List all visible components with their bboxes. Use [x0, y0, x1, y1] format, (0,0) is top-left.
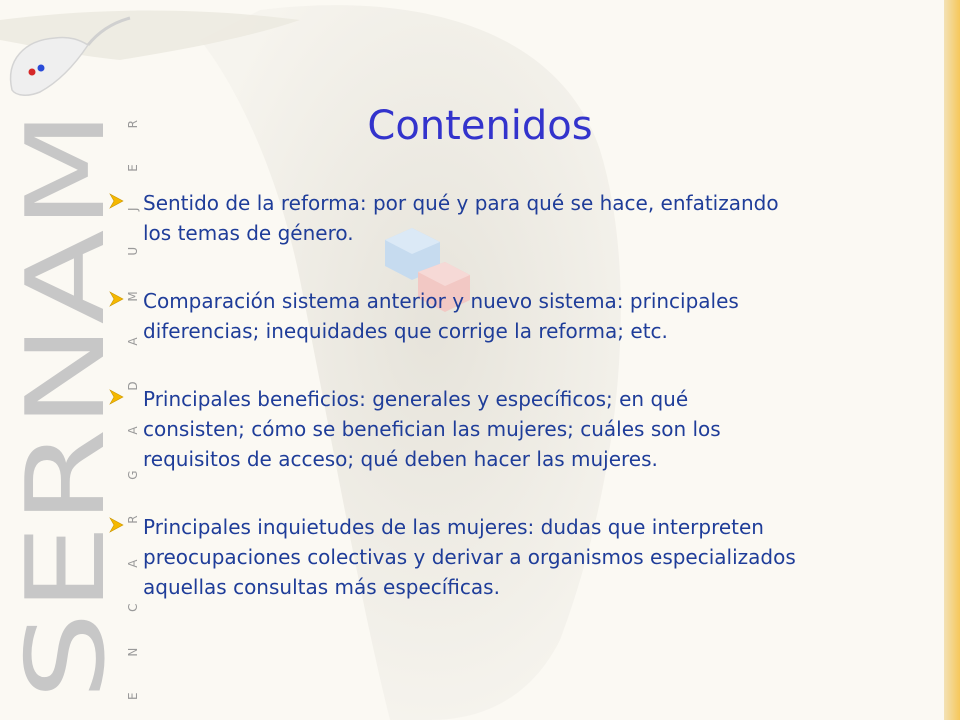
svg-text:SERNAM: SERNAM [4, 240, 129, 700]
bullet-text-line: Sentido de la reforma: por qué y para qué se hace, enfatizando [143, 191, 779, 215]
bullet-text-line: Comparación sistema anterior y nuevo sistema: principales [143, 289, 739, 313]
bullet-text-line: Principales beneficios: generales y específicos; en qué [143, 387, 689, 411]
bullet-text-line: Principales inquietudes de las mujeres: dudas que interpreten [143, 515, 764, 539]
bullet-text-line: aquellas consultas más específicas. [143, 575, 500, 599]
bullet-text-line: los temas de género. [143, 221, 354, 245]
bullet-text-line: consisten; cómo se benefician las mujeres; cuáles son los [143, 417, 721, 441]
bullet-text-line: requisitos de acceso; qué deben hacer las mujeres. [143, 447, 658, 471]
bullet-text-line: diferencias; inequidades que corrige la reforma; etc. [143, 319, 668, 343]
bullet-text-line: preocupaciones colectivas y derivar a organismos especializados [143, 545, 796, 569]
arrow-bullet-icon [108, 291, 124, 307]
slide-title: Contenidos [367, 103, 593, 149]
arrow-bullet-icon [108, 193, 124, 209]
svg-text:E N C A R G A D A M U J E R: E N C A R G A D A M U J E R [126, 120, 140, 700]
arrow-bullet-icon [108, 389, 124, 405]
arrow-bullet-icon [108, 517, 124, 533]
